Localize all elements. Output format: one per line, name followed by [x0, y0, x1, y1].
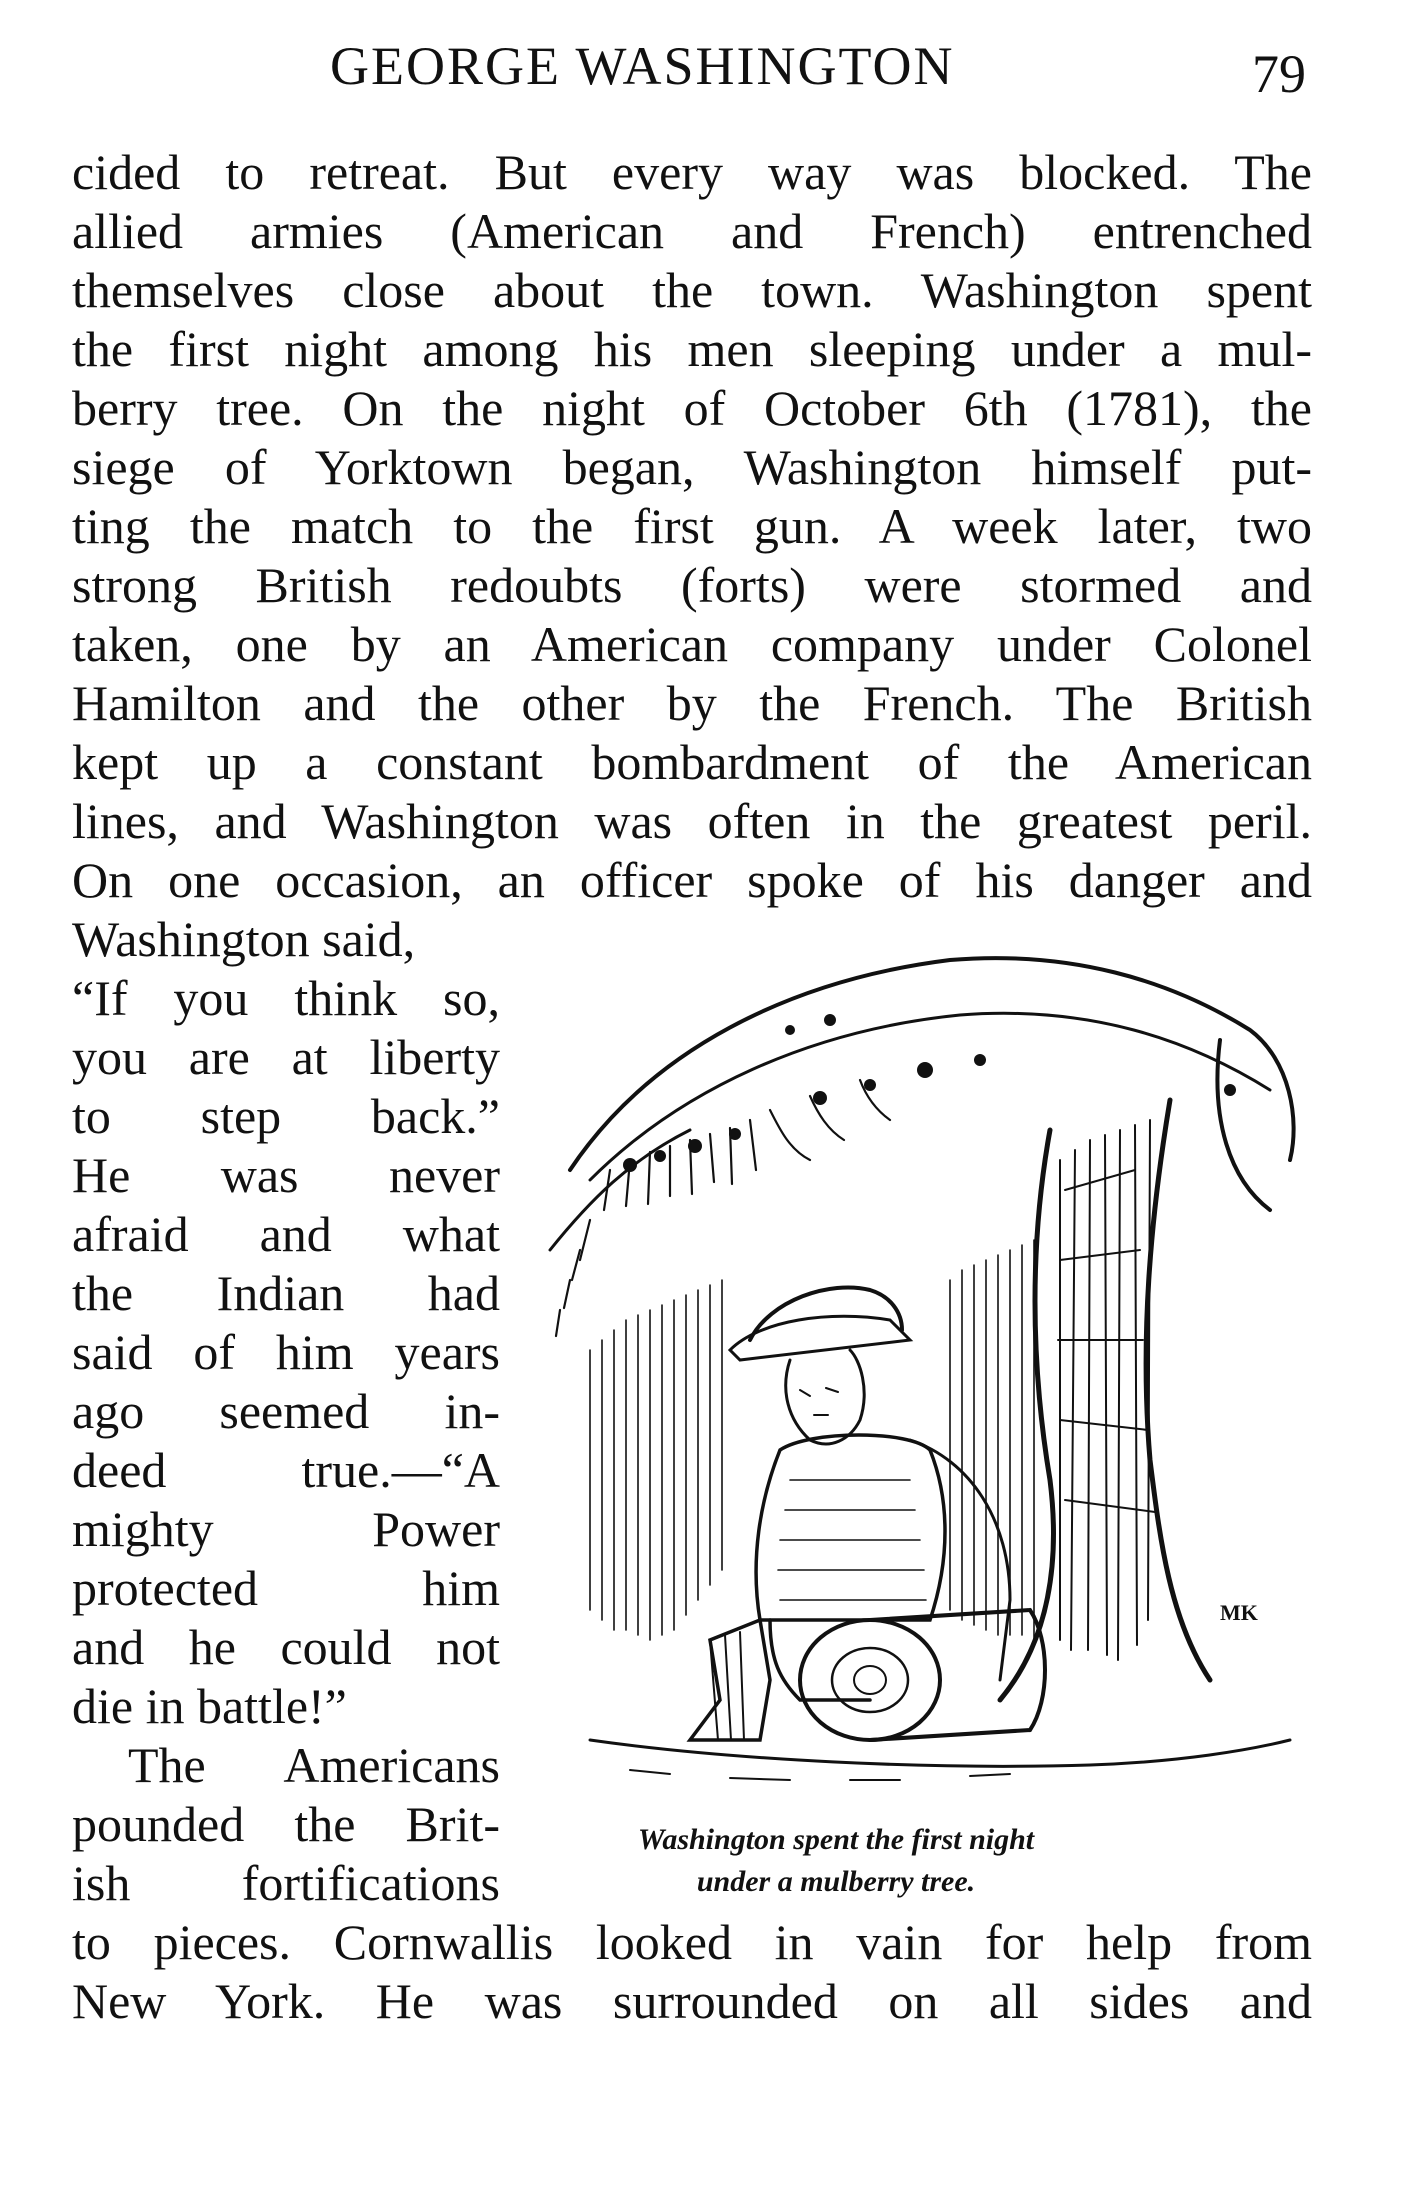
text-line: Washington said, — [72, 911, 416, 967]
text-line: berry tree. On the night of October 6th (1781), the — [72, 380, 1312, 436]
text-line: cided to retreat. But every way was blocked. The — [72, 144, 1312, 200]
illustration-caption-line-2: under a mulberry tree. — [696, 1865, 976, 1898]
running-head — [0, 30, 1420, 102]
text-line: New York. He was surrounded on all sides and — [72, 1973, 1312, 2029]
text-line: protected him — [72, 1560, 500, 1616]
text-line: themselves close about the town. Washington spent — [72, 262, 1312, 318]
page-number: 79 — [1252, 44, 1306, 104]
text-line: Hamilton and the other by the French. The British — [72, 675, 1312, 731]
text-line: siege of Yorktown began, Washington himself put- — [72, 439, 1312, 495]
text-line: pounded the Brit- — [72, 1796, 500, 1852]
text-line: The Americans — [128, 1737, 500, 1793]
text-line: He was never — [72, 1147, 500, 1203]
text-line: kept up a constant bombardment of the American — [72, 734, 1312, 790]
text-line: allied armies (American and French) entrenched — [72, 203, 1312, 259]
text-line: the Indian had — [72, 1265, 500, 1321]
text-line: die in battle!” — [72, 1678, 347, 1734]
text-line: strong British redoubts (forts) were stormed and — [72, 557, 1312, 613]
text-line: and he could not — [72, 1619, 500, 1675]
text-line: the first night among his men sleeping under a mul- — [72, 321, 1312, 377]
running-title: GEORGE WASHINGTON — [330, 36, 955, 96]
text-line: On one occasion, an officer spoke of his danger and — [72, 852, 1312, 908]
text-line: ish fortifications — [72, 1855, 500, 1911]
illustration-washington-under-tree — [530, 920, 1300, 1790]
text-line: ago seemed in- — [72, 1383, 500, 1439]
text-line: to pieces. Cornwallis looked in vain for help from — [72, 1914, 1312, 1970]
text-line: ting the match to the first gun. A week later, two — [72, 498, 1312, 554]
text-line: “If you think so, — [72, 970, 500, 1026]
text-line: to step back.” — [72, 1088, 500, 1144]
illustration-caption-line-1: Washington spent the first night — [637, 1823, 1035, 1856]
illustrator-signature: MK — [1220, 1600, 1258, 1625]
text-line: deed true.—“A — [72, 1442, 500, 1498]
text-line: afraid and what — [72, 1206, 500, 1262]
text-line: said of him years — [72, 1324, 500, 1380]
text-line: taken, one by an American company under Colonel — [72, 616, 1312, 672]
text-line: you are at liberty — [72, 1029, 500, 1085]
text-line: lines, and Washington was often in the greatest peril. — [72, 793, 1312, 849]
text-line: mighty Power — [72, 1501, 500, 1557]
